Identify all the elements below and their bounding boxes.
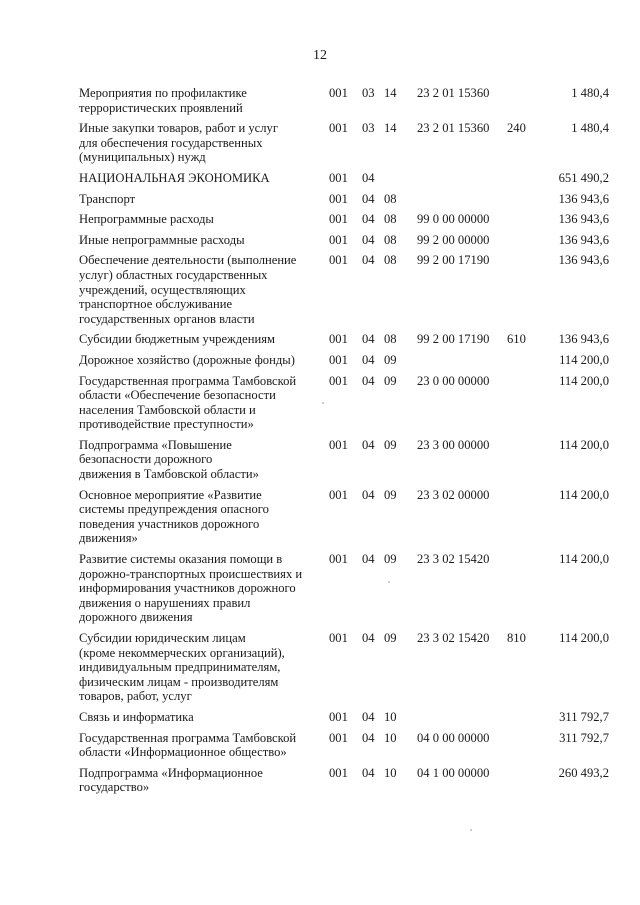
row-expense-type [507, 171, 547, 192]
row-section-code: 04 [362, 352, 375, 367]
table-row [79, 438, 609, 488]
row-expense-type [507, 86, 547, 121]
row-expense-type: 810 [507, 631, 526, 645]
row-grbs-code: 001 [329, 552, 348, 567]
row-name: Связь и информатика [79, 709, 194, 724]
table-body [79, 86, 609, 801]
row-expense-type [507, 710, 547, 731]
row-expense-type [507, 552, 547, 631]
row-expense-type [507, 253, 547, 332]
row-target-article [417, 353, 507, 374]
row-name: Иные непрограммные расходы [79, 232, 245, 247]
row-section-code: 04 [362, 437, 375, 452]
row-target-article: 04 1 00 00000 [417, 765, 490, 780]
scan-speck [322, 402, 324, 404]
budget-table [79, 86, 609, 801]
row-expense-type [507, 488, 547, 552]
row-name: Государственная программа Тамбовской области «Информационное общество» [79, 730, 297, 760]
row-section-code: 03 [362, 86, 375, 100]
row-subsection-code: 09 [384, 631, 397, 645]
row-subsection-code: 10 [384, 730, 397, 745]
row-section-code: 04 [362, 232, 375, 247]
row-name: Подпрограмма «Повышение безопасности дорожного движения в Тамбовской области» [79, 437, 259, 482]
scan-speck [470, 829, 472, 831]
row-amount: 136 943,6 [558, 191, 609, 206]
row-target-article [417, 171, 507, 192]
row-target-article: 23 2 01 15360 [417, 121, 490, 136]
row-target-article: 99 2 00 17190 [417, 332, 490, 347]
row-target-article: 23 3 02 15420 [417, 552, 490, 567]
row-section-code: 04 [362, 332, 375, 347]
table-row [79, 253, 609, 332]
row-section-code: 04 [362, 709, 375, 724]
row-grbs-code: 001 [329, 253, 348, 268]
row-amount: 136 943,6 [558, 212, 609, 227]
row-target-article: 99 0 00 00000 [417, 212, 490, 227]
row-target-article: 99 2 00 00000 [417, 232, 490, 247]
row-subsection-code: 10 [384, 765, 397, 780]
row-amount: 1 480,4 [571, 86, 609, 100]
table-row [79, 86, 609, 121]
row-grbs-code: 001 [329, 487, 348, 502]
row-expense-type [507, 374, 547, 438]
table-row [79, 731, 609, 766]
table-row [79, 552, 609, 631]
row-section-code: 04 [362, 631, 375, 645]
row-grbs-code: 001 [329, 212, 348, 227]
row-amount: 311 792,7 [559, 709, 609, 724]
row-target-article: 23 0 00 00000 [417, 373, 490, 388]
table-row [79, 233, 609, 254]
row-name: Развитие системы оказания помощи в дорожно-транспортных происшествиях и информирования участников дорожного движения о нарушениях правил дорожного движения [79, 552, 303, 625]
row-target-article [417, 192, 507, 213]
row-grbs-code: 001 [329, 170, 348, 185]
row-amount: 114 200,0 [559, 631, 609, 645]
row-expense-type [507, 731, 547, 766]
row-grbs-code: 001 [329, 352, 348, 367]
row-target-article [417, 710, 507, 731]
row-amount: 114 200,0 [559, 487, 609, 502]
row-grbs-code: 001 [329, 631, 348, 645]
row-grbs-code: 001 [329, 709, 348, 724]
table-row [79, 374, 609, 438]
table-row [79, 332, 609, 353]
row-name: Дорожное хозяйство (дорожные фонды) [79, 352, 295, 367]
row-expense-type [507, 192, 547, 213]
table-row [79, 121, 609, 171]
row-subsection-code: 14 [384, 86, 397, 100]
row-name: Подпрограмма «Информационное государство» [79, 765, 263, 795]
table-row [79, 212, 609, 233]
row-subsection-code: 09 [384, 352, 397, 367]
table-row [79, 766, 609, 801]
row-grbs-code: 001 [329, 121, 348, 136]
row-name: Иные закупки товаров, работ и услуг для обеспечения государственных (муниципальных) нужд [79, 121, 279, 165]
row-name: Государственная программа Тамбовской области «Обеспечение безопасности населения Тамбовской области и противодействие преступности» [79, 373, 297, 432]
row-target-article: 99 2 00 17190 [417, 253, 490, 268]
row-section-code: 04 [362, 253, 375, 268]
row-expense-type [507, 233, 547, 254]
table-row [79, 488, 609, 552]
row-amount: 114 200,0 [559, 352, 609, 367]
row-subsection-code: 09 [384, 552, 397, 567]
row-name: Субсидии юридическим лицам (кроме некоммерческих организаций), индивидуальным предпринимателям, физическим лицам - производителям товаров, работ, услуг [79, 631, 285, 704]
row-name: НАЦИОНАЛЬНАЯ ЭКОНОМИКА [79, 170, 270, 185]
row-section-code: 03 [362, 121, 375, 136]
row-amount: 311 792,7 [559, 730, 609, 745]
page-number: 12 [313, 48, 327, 63]
row-subsection-code: 09 [384, 437, 397, 452]
row-target-article: 23 3 02 15420 [417, 631, 490, 645]
row-expense-type [507, 766, 547, 801]
row-expense-type: 240 [507, 121, 526, 136]
row-grbs-code: 001 [329, 86, 348, 100]
row-expense-type: 610 [507, 332, 526, 347]
row-subsection-code: 08 [384, 191, 397, 206]
table-row [79, 710, 609, 731]
row-amount: 260 493,2 [558, 765, 609, 780]
row-target-article: 23 3 00 00000 [417, 437, 490, 452]
row-section-code: 04 [362, 487, 375, 502]
row-grbs-code: 001 [329, 765, 348, 780]
row-grbs-code: 001 [329, 437, 348, 452]
row-section-code: 04 [362, 191, 375, 206]
row-grbs-code: 001 [329, 373, 348, 388]
row-amount: 114 200,0 [559, 373, 609, 388]
row-subsection-code: 08 [384, 332, 397, 347]
row-name: Мероприятия по профилактике террористических проявлений [79, 86, 247, 115]
row-section-code: 04 [362, 212, 375, 227]
row-grbs-code: 001 [329, 232, 348, 247]
table-row [79, 353, 609, 374]
row-subsection-code: 08 [384, 232, 397, 247]
row-subsection-code: 09 [384, 373, 397, 388]
row-section-code: 04 [362, 552, 375, 567]
row-amount: 114 200,0 [559, 437, 609, 452]
row-amount: 651 490,2 [558, 170, 609, 185]
table-row [79, 631, 609, 710]
row-section-code: 04 [362, 765, 375, 780]
row-section-code: 04 [362, 730, 375, 745]
row-section-code: 04 [362, 170, 375, 185]
row-section-code: 04 [362, 373, 375, 388]
row-name: Транспорт [79, 191, 136, 206]
row-name: Основное мероприятие «Развитие системы предупреждения опасного поведения участников дорожного движения» [79, 487, 269, 546]
row-target-article: 23 3 02 00000 [417, 487, 490, 502]
row-grbs-code: 001 [329, 332, 348, 347]
row-amount: 114 200,0 [559, 552, 609, 567]
row-expense-type [507, 438, 547, 488]
table-row [79, 171, 609, 192]
row-target-article: 23 2 01 15360 [417, 86, 490, 100]
row-subsection-code: 10 [384, 709, 397, 724]
row-amount: 1 480,4 [571, 121, 609, 136]
row-subsection-code [384, 171, 417, 192]
row-subsection-code: 14 [384, 121, 397, 136]
row-amount: 136 943,6 [558, 232, 609, 247]
row-name: Непрограммные расходы [79, 212, 214, 227]
row-subsection-code: 08 [384, 212, 397, 227]
row-target-article: 04 0 00 00000 [417, 730, 490, 745]
row-name: Субсидии бюджетным учреждениям [79, 332, 275, 347]
row-grbs-code: 001 [329, 730, 348, 745]
row-subsection-code: 08 [384, 253, 397, 268]
row-amount: 136 943,6 [558, 253, 609, 268]
row-grbs-code: 001 [329, 191, 348, 206]
row-name: Обеспечение деятельности (выполнение услуг) областных государственных учреждений, осуществляющих транспортное обслуживание государственных органов власти [79, 253, 297, 326]
table-row [79, 192, 609, 213]
row-amount: 136 943,6 [558, 332, 609, 347]
scan-speck [388, 581, 390, 583]
row-subsection-code: 09 [384, 487, 397, 502]
row-expense-type [507, 353, 547, 374]
row-expense-type [507, 212, 547, 233]
